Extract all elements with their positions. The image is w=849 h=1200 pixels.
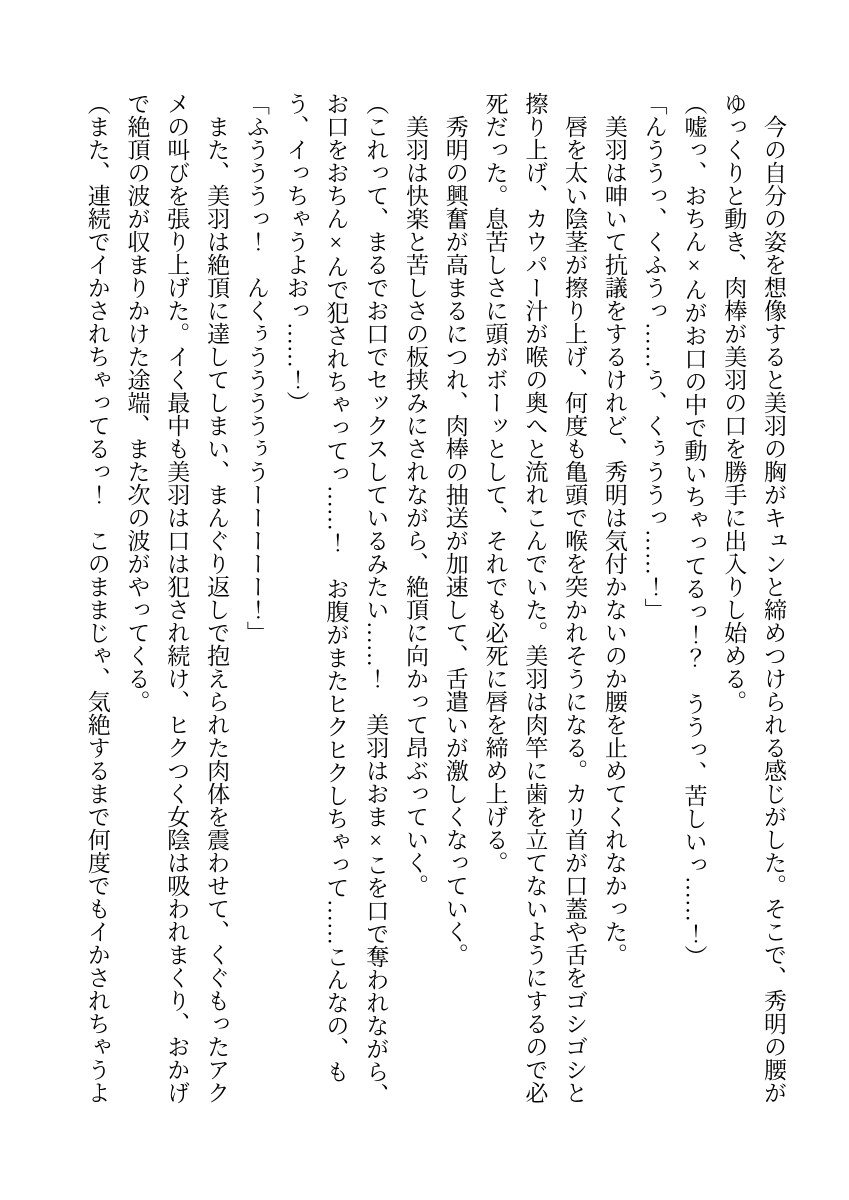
paragraph: 唇を太い陰茎が擦り上げ、何度も亀頭で喉を突かれそうになる。カリ首が口蓋や舌をゴシゴシと擦り上げ、カウパー汁が喉の奥へと流れこんでいた。美羽は肉竿に歯を立てないようにするので必死だった。息苦しさに頭がボーッとして、それでも必死に唇を締め上げる。 (482, 92, 588, 1104)
paragraph: 美羽は快楽と苦しさの板挟みにされながら、絶頂に向かって昂ぶっていく。 (402, 115, 428, 897)
paragraph: 美羽は呻いて抗議をするけれど、秀明は気付かないのか腰を止めてくれなかった。 (601, 115, 627, 966)
paragraph: 今の自分の姿を想像すると美羽の胸がキュンと締めつけられる感じがした。そこで、秀明の腰がゆっくりと動き、肉棒が美羽の口を勝手に出入りし始める。 (721, 92, 786, 1104)
paragraph: （嘘っ、おちん×んがお口の中で動いちゃってるっ！？ ううっ、苦しいっ……！） (681, 92, 707, 968)
paragraph: 秀明の興奮が高まるにつれ、肉棒の抽送が加速して、舌遣いが激しくなっていく。 (442, 115, 468, 966)
paragraph: （これって、まるでお口でセックスしているみたい……！ 美羽はおま×こを口で奪われながら、お口をおちん×んで犯されちゃってっ……！ お腹がまたヒクヒクしちゃって……こんなの、もう、イっちゃうよおっ……！） (283, 92, 389, 1106)
paragraph: 「ふうううっ！ んくぅううううぅうーーーーー！」 (243, 92, 269, 644)
vertical-text-area (77, 92, 793, 1108)
paragraph: 「んううっ、くふうっ……う、くぅううっ……！」 (641, 92, 667, 621)
paragraph: （また、連続でイかされちゃってるっ！ このままじゃ、気絶するまで何度でもイかされちゃうよ (84, 92, 110, 1104)
paragraph: また、美羽は絶頂に達してしまい、まんぐり返しで抱えられた肉体を震わせて、くぐもったアクメの叫びを張り上げた。イく最中も美羽は口は犯され続け、ヒクつく女陰は吸われまくり、おかげで絶頂の波が収まりかけた途端、また次の波がやってくる。 (124, 92, 230, 1104)
